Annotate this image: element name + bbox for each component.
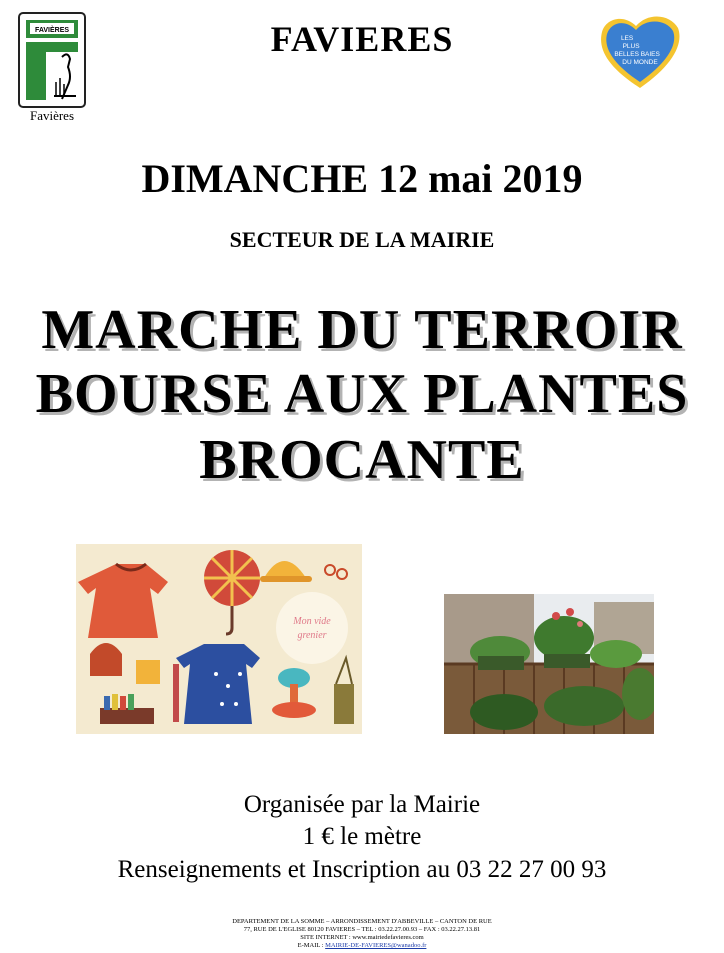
logo-banner-text: FAVIÈRES — [34, 27, 70, 34]
footer-email-row — [0, 942, 724, 950]
footer-line: SITE INTERNET : www.mairiedefavieres.com — [300, 934, 424, 941]
footer-line: DEPARTEMENT DE LA SOMME – ARRONDISSEMENT D'ABBEVILLE – CANTON DE RUE — [232, 918, 492, 925]
price-line: 1 € le mètre — [302, 823, 422, 850]
email-link[interactable]: MAIRIE-DE-FAVIERES@wanadoo.fr — [325, 942, 427, 949]
village-title: FAVIERES — [270, 19, 454, 59]
footer-line: 77, RUE DE L'EGLISE 80120 FAVIERES – TEL : 03.22.27.00.93 – FAX : 03.22.27.13.81 — [243, 926, 481, 933]
vide-grenier-illustration — [76, 544, 362, 734]
event-date: DIMANCHE 12 mai 2019 — [141, 156, 583, 201]
contact-line: Renseignements et Inscription au 03 22 27 00 93 — [117, 856, 607, 883]
headline-plants: BOURSE AUX PLANTES — [35, 363, 689, 425]
event-sector: SECTEUR DE LA MAIRIE — [229, 227, 495, 252]
logo-caption: Favières — [29, 108, 75, 123]
headline-brocante: BROCANTE — [199, 429, 525, 491]
illustration-caption: grenier — [297, 630, 327, 641]
heart-text-line: PLUS — [622, 43, 640, 50]
organizer-line: Organisée par la Mairie — [243, 791, 481, 818]
email-label: E-MAIL : — [297, 942, 326, 949]
balcony-plants-photo — [444, 594, 654, 734]
heart-text-line: DU MONDE — [622, 59, 658, 66]
footer — [0, 918, 724, 950]
headline-market: MARCHE DU TERROIR — [41, 299, 683, 361]
heart-text-line: BELLES BAIES — [614, 51, 660, 58]
heart-text-line: LES — [620, 35, 634, 42]
illustration-caption: Mon vide — [293, 616, 331, 627]
